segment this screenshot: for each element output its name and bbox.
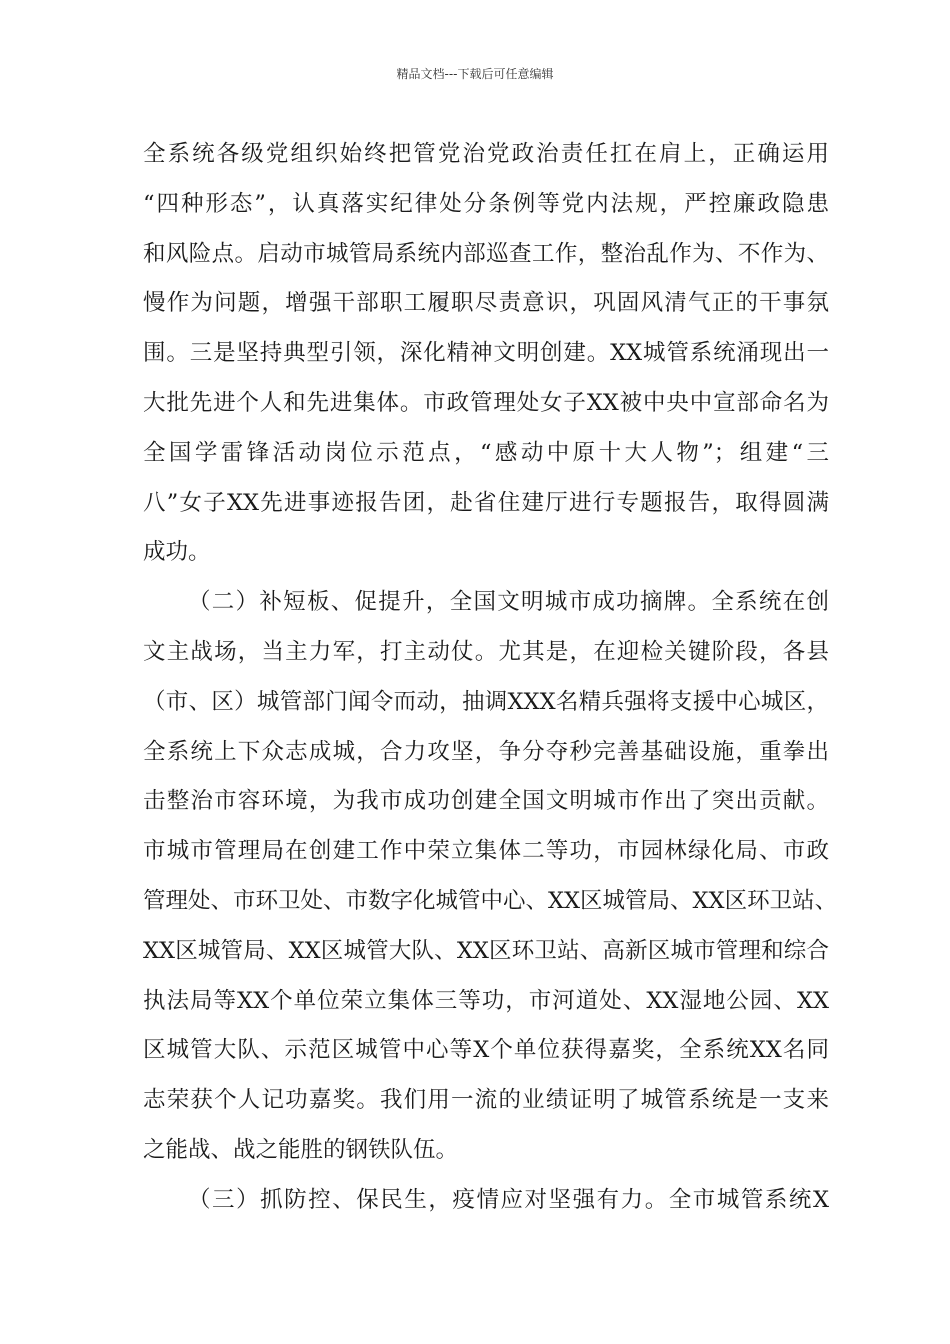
- text-line-16: 管理处、市环卫处、市数字化城管中心、XX区城管局、XX区环卫站、: [143, 887, 838, 914]
- text-line-15: 市城市管理局在创建工作中荣立集体二等功，市园林绿化局、市政: [143, 838, 829, 865]
- text-line-7: 全国学雷锋活动岗位示范点，“感动中原十大人物”；组建“三: [143, 439, 829, 466]
- text-line-9: 成功。: [143, 539, 211, 566]
- text-line-4: 慢作为问题，增强干部职工履职尽责意识，巩固风清气正的干事氛: [143, 290, 829, 317]
- text-line-10: （二）补短板、促提升，全国文明城市成功摘牌。全系统在创: [188, 589, 829, 616]
- text-line-20: 志荣获个人记功嘉奖。我们用一流的业绩证明了城管系统是一支来: [143, 1087, 829, 1114]
- text-line-6: 大批先进个人和先进集体。市政管理处女子XX被中央中宣部命名为: [143, 389, 829, 416]
- text-line-18: 执法局等XX个单位荣立集体三等功，市河道处、XX湿地公园、XX: [143, 987, 829, 1014]
- text-line-22: （三）抓防控、保民生，疫情应对坚强有力。全市城管系统X: [188, 1186, 829, 1213]
- text-line-13: 全系统上下众志成城，合力攻坚，争分夺秒完善基础设施，重拳出: [143, 738, 829, 765]
- document-body: [143, 130, 838, 1226]
- text-line-5: 围。三是坚持典型引领，深化精神文明创建。XX城管系统涌现出一: [143, 340, 829, 367]
- text-line-19: 区城管大队、示范区城管中心等X个单位获得嘉奖，全系统XX名同: [143, 1037, 829, 1064]
- text-line-1: 全系统各级党组织始终把管党治党政治责任扛在肩上，正确运用: [143, 141, 829, 167]
- text-line-8: 八”女子XX先进事迹报告团，赴省住建厅进行专题报告，取得圆满: [143, 489, 829, 516]
- text-line-3: 和风险点。启动市城管局系统内部巡查工作，整治乱作为、不作为、: [143, 240, 829, 267]
- text-line-11: 文主战场，当主力军，打主动仗。尤其是，在迎检关键阶段，各县: [143, 638, 829, 665]
- page-header: 精品文档---下载后可任意编辑: [396, 67, 554, 81]
- text-line-21: 之能战、战之能胜的钢铁队伍。: [143, 1136, 459, 1163]
- text-line-17: XX区城管局、XX区城管大队、XX区环卫站、高新区城市管理和综合: [143, 937, 829, 964]
- text-line-2: “四种形态”，认真落实纪律处分条例等党内法规，严控廉政隐患: [143, 190, 829, 217]
- text-line-14: 击整治市容环境，为我市成功创建全国文明城市作出了突出贡献。: [143, 788, 829, 815]
- text-line-12: （市、区）城管部门闻令而动，抽调XXX名精兵强将支援中心城区，: [143, 688, 829, 715]
